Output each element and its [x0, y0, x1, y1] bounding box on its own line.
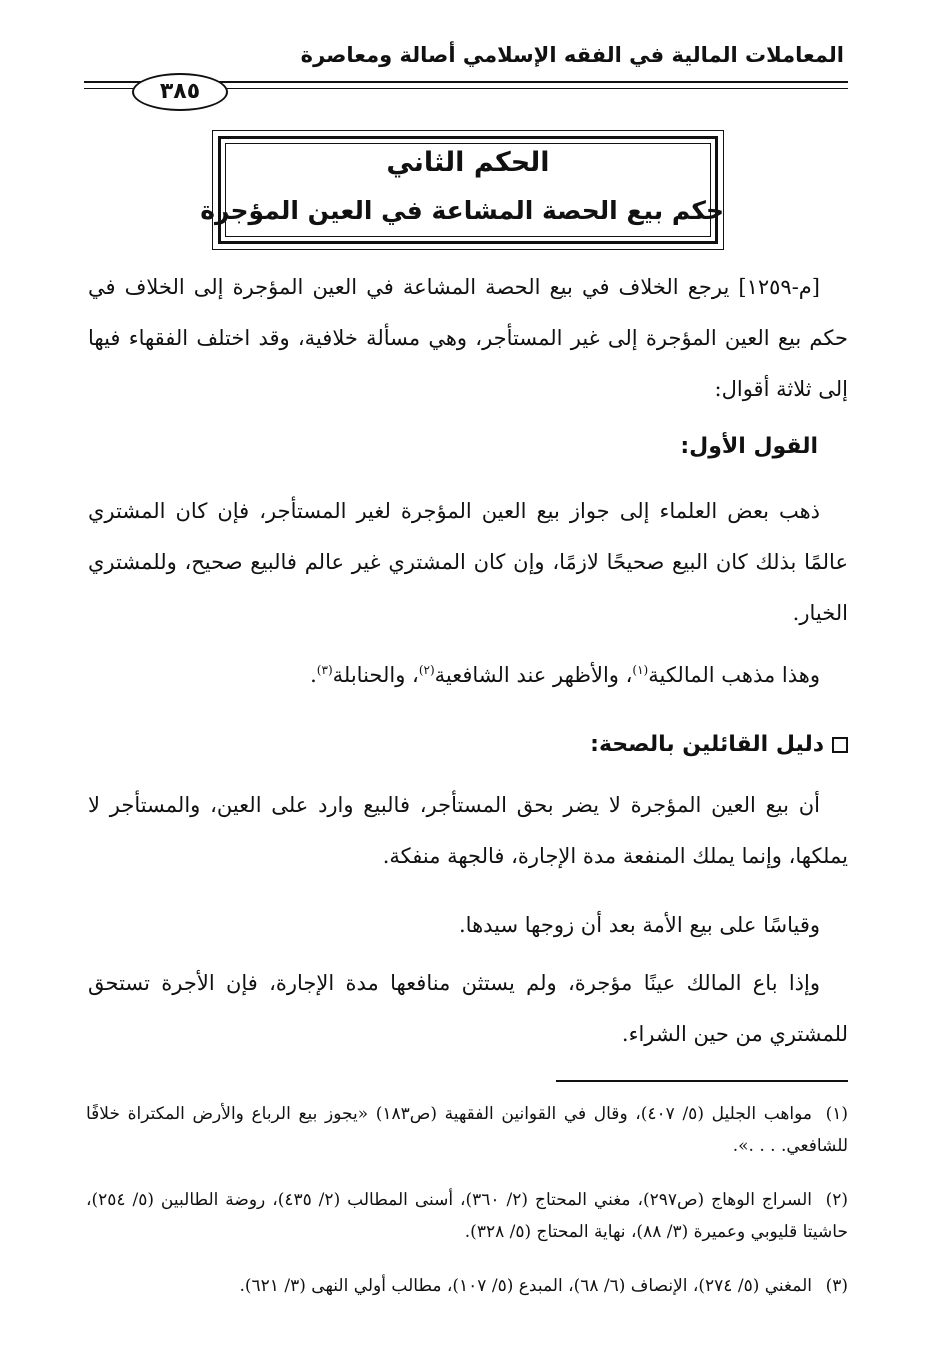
section-label: الحكم الثاني: [386, 147, 550, 178]
madhhab-paragraph: [88, 650, 848, 701]
madhhab-end: .: [310, 663, 317, 687]
first-opinion-paragraph: [88, 486, 848, 639]
madhhab-part2: ، والأظهر عند الشافعية: [434, 663, 633, 687]
footnote-ref-1[interactable]: (١): [632, 663, 649, 677]
analogy-paragraph: [88, 900, 848, 951]
footnote-text: مواهب الجليل (٥/ ٤٠٧)، وقال في القوانين الفقهية (ص١٨٣) «يجوز بيع الرباع والأرض المكتراة خلافًا للشافعي. . . .».: [86, 1104, 848, 1156]
footnote-separator: [556, 1080, 848, 1082]
evidence-heading-text: دليل القائلين بالصحة:: [590, 732, 824, 757]
rent-paragraph: [88, 958, 848, 1060]
intro-text: [م-١٢٥٩] يرجع الخلاف في بيع الحصة المشاعة في العين المؤجرة إلى الخلاف في حكم بيع العين المؤجرة إلى غير المستأجر، وهي مسألة خلافية، وقد اختلف الفقهاء فيها إلى ثلاثة أقوال:: [88, 275, 848, 401]
first-opinion-heading: القول الأول:: [680, 434, 818, 459]
evidence-heading: [590, 730, 848, 760]
footnote-ref-2[interactable]: (٢): [418, 663, 435, 677]
footnote-3: [86, 1270, 848, 1302]
first-opinion-text: ذهب بعض العلماء إلى جواز بيع العين المؤجرة لغير المستأجر، فإن كان المشتري عالمًا بذلك كان البيع صحيحًا لازمًا، وإن كان المشتري غير عالم فالبيع صحيح، وللمشتري الخيار.: [88, 499, 848, 625]
madhhab-part1: وهذا مذهب المالكية: [648, 663, 820, 687]
evidence-text: أن بيع العين المؤجرة لا يضر بحق المستأجر، فالبيع وارد على العين، والمستأجر لا يملكها، وإنما يملك المنفعة مدة الإجارة، فالجهة منفكة.: [88, 793, 848, 868]
footnote-text: السراج الوهاج (ص٢٩٧)، مغني المحتاج (٢/ ٣٦٠)، أسنى المطالب (٢/ ٤٣٥)، روضة الطالبين (٥/ ٢٥٤)، حاشيتا قليوبي وعميرة (٣/ ٨٨)، نهاية المحتاج (٥/ ٣٢٨).: [86, 1190, 848, 1242]
footnote-2: [86, 1184, 848, 1248]
square-bullet-icon: [832, 737, 848, 753]
footnote-number: (٢): [825, 1190, 849, 1210]
running-title: المعاملات المالية في الفقه الإسلامي أصالة ومعاصرة: [300, 43, 844, 67]
footnote-number: (٣): [825, 1276, 848, 1296]
rent-text: وإذا باع المالك عينًا مؤجرة، ولم يستثن منافعها مدة الإجارة، فإن الأجرة تستحق للمشتري من حين الشراء.: [88, 971, 848, 1046]
section-title: حكم بيع الحصة المشاعة في العين المؤجرة: [200, 196, 724, 225]
footnote-ref-3[interactable]: (٣): [316, 663, 333, 677]
intro-paragraph: [88, 262, 848, 415]
evidence-paragraph: [88, 780, 848, 882]
page-number: ٣٨٥: [132, 73, 228, 111]
analogy-text: وقياسًا على بيع الأمة بعد أن زوجها سيدها.: [459, 913, 820, 937]
footnote-1: [86, 1098, 848, 1162]
footnote-text: المغني (٥/ ٢٧٤)، الإنصاف (٦/ ٦٨)، المبدع (٥/ ١٠٧)، مطالب أولي النهى (٣/ ٦٢١).: [239, 1276, 812, 1296]
footnote-number: (١): [825, 1104, 848, 1124]
madhhab-part3: ، والحنابلة: [332, 663, 419, 687]
